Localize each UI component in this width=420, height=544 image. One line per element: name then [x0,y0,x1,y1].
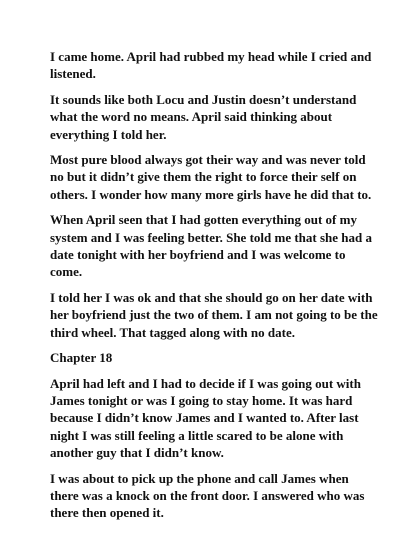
paragraph: April had left and I had to decide if I was going out with James tonight or was I going to stay home. It was hard because I didn’t know James and I wanted to. After last night I was still feeling a little scared to be alone with another guy that I didn’t know. [50,375,361,461]
chapter-heading: Chapter 18 [50,350,113,366]
paragraph: When April seen that I had gotten everything out of my system and I was feeling better. She told me that she had a date tonight with her boyfriend and I was welcome to come. [50,212,372,280]
paragraph: Most pure blood always got their way and was never told no but it didn’t give them the right to force their self on others. I wonder how many more girls have he did that to. [50,152,372,202]
paragraph: It sounds like both Locu and Justin doesn’t understand what the word no means. April said thinking about everything I told her. [50,91,357,142]
paragraph: I came home. April had rubbed my head while I cried and listened. [50,49,372,82]
paragraph: I told her I was ok and that she should go on her date with her boyfriend just the two of them. I am not going to be the third wheel. That tagged along with no date. [50,289,378,340]
paragraph: I was about to pick up the phone and call James when there was a knock on the front door. I answered who was there then opened it. [50,470,365,521]
